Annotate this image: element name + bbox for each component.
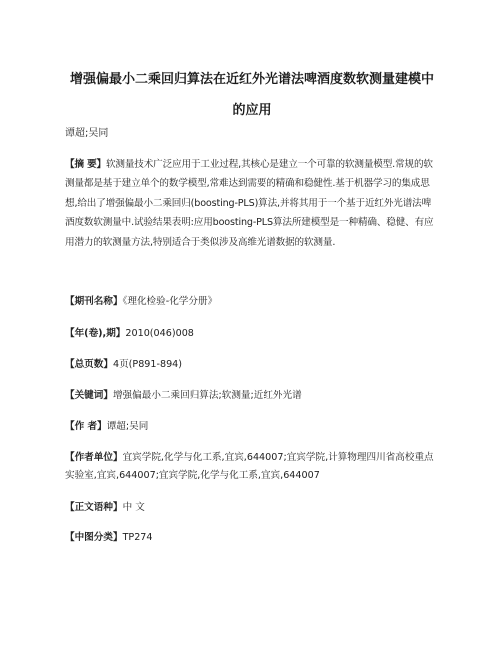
field-classification <box>65 529 437 547</box>
field-page-count <box>65 356 437 374</box>
abstract-text: 软测量技术广泛应用于工业过程,其核心是建立一个可靠的软测量模型.常规的软测量都是基于建立单个的数学模型,常难达到需要的精确和稳健性.基于机器学习的集成思想,给出了增强偏最小二乘回归(boosting-PLS)算法,并将其用于一个基于近红外光谱法啤酒度数软测量中.试验结果表明:应用boosting-PLS算法所建模型是一种精确、稳健、有应用潜力的软测量方法,特别适合于类似涉及高维光谱数据的软测量. <box>65 159 434 248</box>
field-label: 【关键词】 <box>65 390 113 401</box>
article-title: 增强偏最小二乘回归算法在近红外光谱法啤酒度数软测量建模中的应用 <box>69 72 434 118</box>
field-label: 【作 者】 <box>65 421 107 432</box>
field-year-volume-issue <box>65 325 437 343</box>
field-language <box>65 499 437 517</box>
field-value: 宜宾学院,化学与化工系,宜宾,644007;宜宾学院,计算物理四川省高校重点实验室,宜宾,644007;宜宾学院,化学与化工系,宜宾,644007 <box>65 452 434 481</box>
field-label: 【正文语种】 <box>65 502 123 513</box>
field-label: 【期刊名称】 <box>65 296 123 307</box>
field-value: 中 文 <box>122 502 145 513</box>
field-value: TP274 <box>122 532 153 543</box>
field-value: 增强偏最小二乘回归算法;软测量;近红外光谱 <box>112 390 302 401</box>
field-author-affiliation <box>65 449 437 485</box>
author-line: 谭超;吴同 <box>65 128 109 139</box>
field-value: 《理化检验-化学分册》 <box>122 296 218 307</box>
abstract-block <box>65 155 437 252</box>
field-value: 4页(P891-894) <box>112 359 183 370</box>
field-label: 【年(卷),期】 <box>65 328 126 339</box>
field-keywords <box>65 387 437 405</box>
field-label: 【总页数】 <box>65 359 113 370</box>
field-value: 谭超;吴同 <box>106 421 149 432</box>
abstract-label: 【摘 要】 <box>65 159 106 170</box>
field-journal-name <box>65 293 437 311</box>
field-authors <box>65 418 437 436</box>
field-label: 【作者单位】 <box>65 452 123 463</box>
field-value: 2010(046)008 <box>125 328 194 339</box>
field-label: 【中图分类】 <box>65 532 123 543</box>
